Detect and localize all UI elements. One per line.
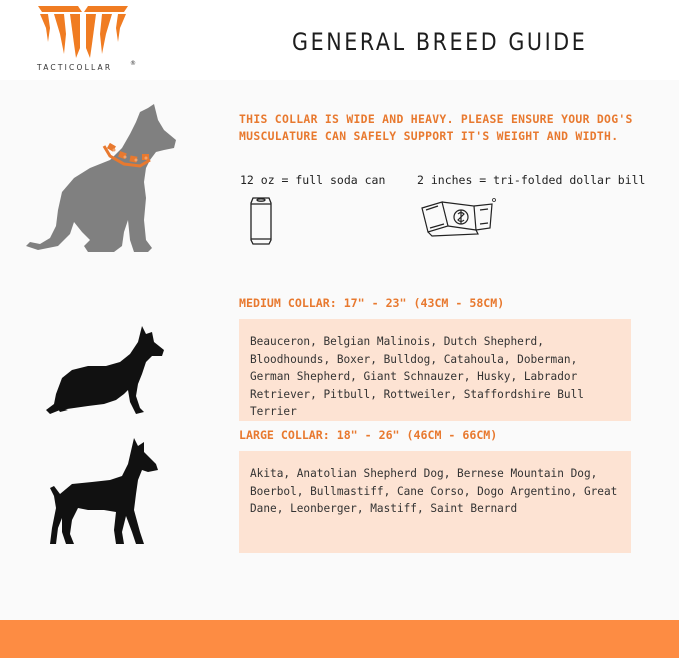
logo-wordmark: TACTICOLLAR bbox=[37, 63, 113, 72]
large-breed-list: Akita, Anatolian Shepherd Dog, Bernese Mountain Dog, Boerbol, Bullmastiff, Cane Corso, Dogo Argentino, Great Dane, Leonberger, Mastiff, Saint Bernard bbox=[250, 467, 618, 516]
tacticollar-logo-icon bbox=[36, 4, 130, 60]
weight-warning: THIS COLLAR IS WIDE AND HEAVY. PLEASE ENSURE YOUR DOG'S MUSCULATURE CAN SAFELY SUPPORT IT'S WEIGHT AND WIDTH. bbox=[239, 112, 633, 143]
medium-collar-title: MEDIUM COLLAR: 17" - 23" (43CM - 58CM) bbox=[239, 296, 505, 310]
footer-bar bbox=[0, 620, 679, 658]
large-collar-title: LARGE COLLAR: 18" - 26" (46CM - 66CM) bbox=[239, 428, 498, 442]
page-title: GENERAL BREED GUIDE bbox=[292, 28, 588, 56]
medium-breed-list: Beauceron, Belgian Malinois, Dutch Shepherd, Bloodhounds, Boxer, Bulldog, Catahoula, Doberman, German Shepherd, Giant Schnauzer, Husky, Labrador Retriever, Pitbull, Rottweiler, Staffordshire Bull Terrier bbox=[250, 335, 584, 419]
german-shepherd-silhouette-icon bbox=[44, 322, 168, 416]
great-dane-silhouette-icon bbox=[48, 436, 166, 548]
folded-dollar-bill-icon bbox=[418, 198, 496, 238]
large-breed-box bbox=[239, 451, 631, 553]
trademark-mark: ® bbox=[130, 60, 136, 67]
soda-can-comparison: 12 oz = full soda can bbox=[240, 173, 386, 187]
gray-dog-with-collar-icon bbox=[18, 100, 188, 260]
medium-breed-box bbox=[239, 319, 631, 421]
dollar-bill-comparison: 2 inches = tri-folded dollar bill bbox=[417, 173, 646, 187]
soda-can-icon bbox=[247, 196, 275, 246]
brand-logo bbox=[0, 0, 150, 80]
